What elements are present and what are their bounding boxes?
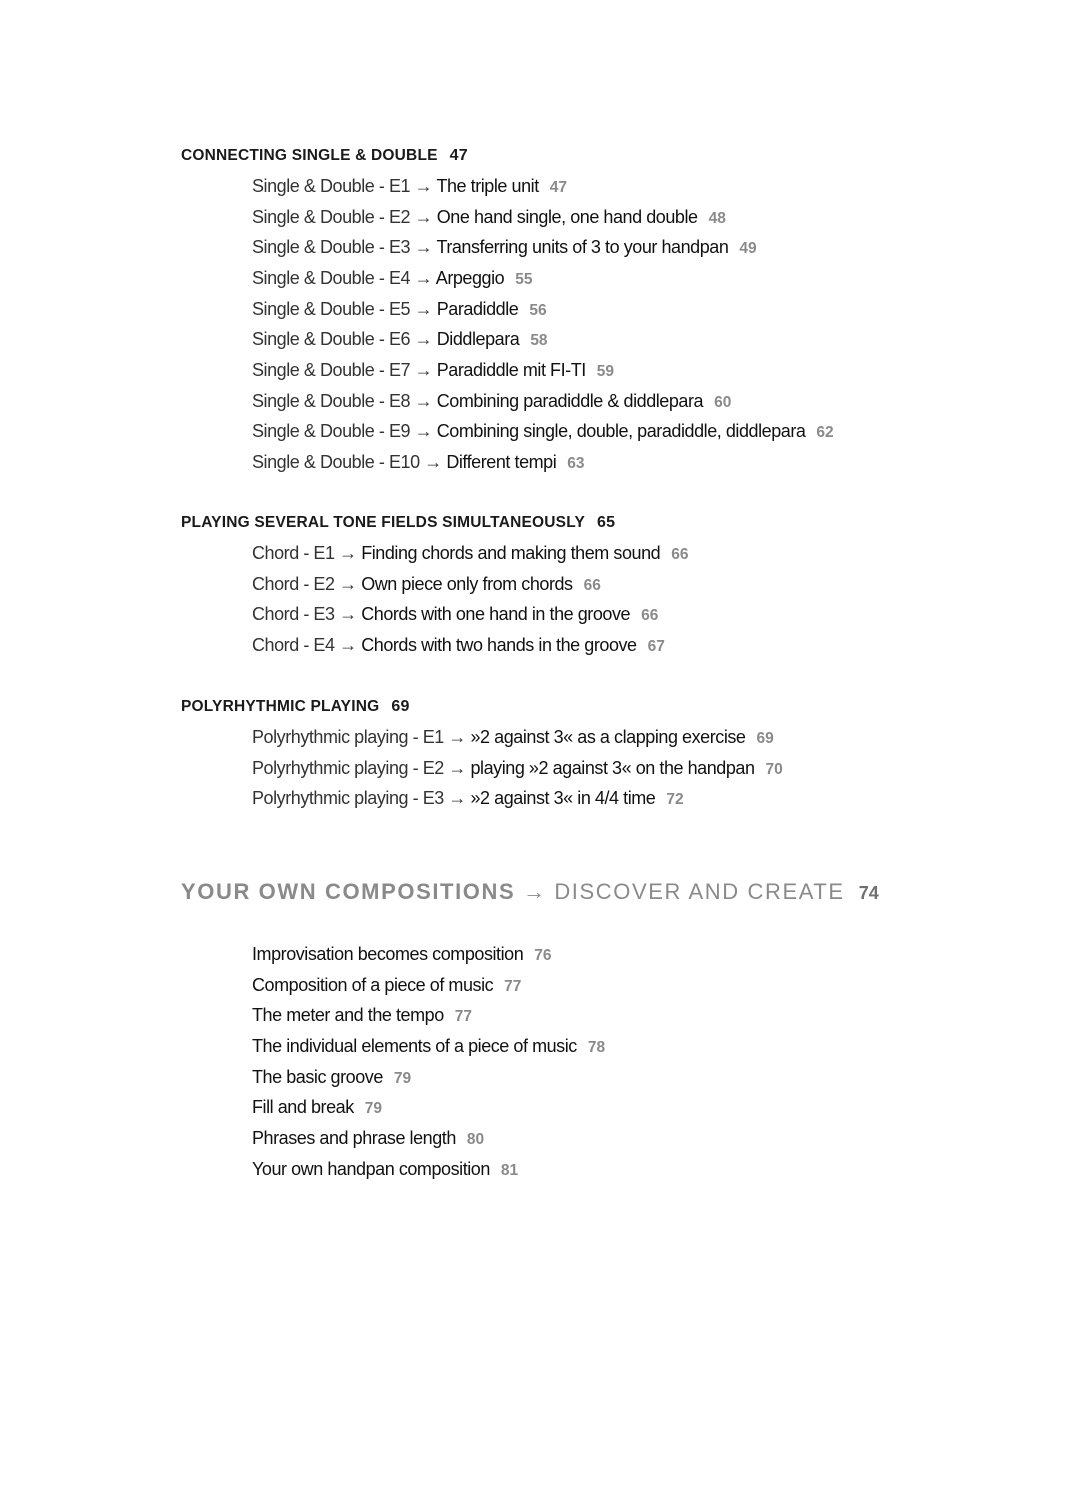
entry-page-number: 63: [567, 454, 585, 472]
entry-title: Different tempi: [446, 451, 557, 472]
entry-page-number: 76: [534, 947, 552, 964]
toc-entry[interactable]: [252, 542, 688, 566]
toc-entry[interactable]: [252, 1127, 484, 1151]
entry-page-number: 77: [504, 977, 522, 995]
entry-page-number: 55: [515, 270, 533, 288]
entry-exercise-label: Single & Double - E2 →: [252, 206, 437, 227]
entry-page-number: 70: [765, 760, 783, 778]
entry-title: Diddlepara: [436, 329, 520, 350]
entry-title: »2 against 3« in 4/4 time: [470, 788, 656, 809]
toc-entry[interactable]: [252, 1035, 605, 1059]
section-heading[interactable]: [181, 698, 410, 716]
entry-page-number: 78: [587, 1038, 606, 1056]
entry-title: Transferring units of 3 to your handpan: [436, 237, 729, 258]
toc-entry[interactable]: [252, 573, 601, 597]
section-title: PLAYING SEVERAL TONE FIELDS SIMULTANEOUSLY: [181, 514, 585, 531]
entry-exercise-label: Polyrhythmic playing - E2 →: [252, 757, 471, 778]
entry-title: Fill and break: [252, 1097, 354, 1118]
entry-title: Paradiddle mit FI-TI: [436, 359, 586, 380]
entry-title: »2 against 3« as a clapping exercise: [470, 727, 746, 747]
entry-page-number: 79: [364, 1100, 383, 1118]
entry-page-number: 56: [529, 301, 547, 319]
entry-exercise-label: Chord - E4 →: [252, 634, 362, 655]
toc-entry[interactable]: [252, 175, 567, 199]
entry-title: Your own handpan composition: [252, 1158, 490, 1179]
entry-title: playing »2 against 3« on the handpan: [470, 757, 755, 778]
toc-entry[interactable]: [252, 390, 731, 414]
entry-title: Paradiddle: [436, 298, 519, 319]
entry-exercise-label: Single & Double - E1 →: [252, 176, 437, 196]
chapter-heading[interactable]: [181, 879, 879, 905]
entry-page-number: 81: [500, 1161, 519, 1179]
toc-entry[interactable]: [252, 757, 783, 781]
toc-entry[interactable]: [252, 359, 614, 383]
entry-page-number: 59: [596, 362, 615, 380]
section-heading[interactable]: [181, 514, 615, 532]
entry-title: Phrases and phrase length: [252, 1127, 456, 1148]
toc-entry[interactable]: [252, 603, 658, 627]
entry-page-number: 62: [816, 424, 834, 442]
toc-entry[interactable]: [252, 1158, 518, 1182]
entry-exercise-label: Single & Double - E10 →: [252, 451, 447, 472]
section-title: POLYRHYTHMIC PLAYING: [181, 698, 380, 715]
entry-page-number: 66: [583, 576, 601, 594]
chapter-title-light: DISCOVER AND CREATE: [554, 879, 845, 904]
entry-page-number: 58: [530, 332, 548, 350]
entry-title: Arpeggio: [435, 267, 505, 288]
entry-page-number: 72: [666, 791, 684, 809]
entry-title: Combining single, double, paradiddle, diddlepara: [436, 421, 806, 442]
entry-exercise-label: Single & Double - E9 →: [252, 421, 437, 442]
section-page-number: 69: [391, 698, 410, 715]
entry-title: Improvisation becomes composition: [252, 944, 524, 964]
arrow-icon: →: [515, 879, 555, 904]
entry-page-number: 66: [641, 607, 659, 625]
entry-page-number: 60: [714, 393, 732, 411]
entry-title: The triple unit: [436, 176, 539, 196]
toc-entry[interactable]: [252, 298, 547, 322]
entry-exercise-label: Polyrhythmic playing - E1 →: [252, 727, 471, 747]
toc-entry[interactable]: [252, 787, 684, 811]
entry-page-number: 80: [466, 1130, 485, 1148]
entry-exercise-label: Chord - E2 →: [252, 573, 362, 594]
entry-title: The basic groove: [252, 1066, 383, 1087]
toc-entry[interactable]: [252, 634, 665, 658]
entry-page-number: 79: [393, 1069, 412, 1087]
toc-entry[interactable]: [252, 974, 521, 998]
toc-entry[interactable]: [252, 420, 834, 444]
entry-exercise-label: Single & Double - E8 →: [252, 390, 437, 411]
toc-entry[interactable]: [252, 1066, 411, 1090]
entry-title: Combining paradiddle & diddlepara: [436, 390, 704, 411]
entry-page-number: 69: [756, 730, 774, 747]
entry-page-number: 49: [739, 240, 757, 258]
entry-page-number: 77: [454, 1008, 473, 1026]
entry-page-number: 47: [549, 179, 567, 196]
toc-entry[interactable]: [252, 943, 552, 967]
entry-page-number: 67: [647, 637, 665, 655]
toc-entry[interactable]: [252, 1004, 472, 1028]
chapter-page-number: 74: [858, 883, 879, 903]
section-heading[interactable]: [181, 147, 468, 165]
entry-page-number: 66: [671, 546, 689, 563]
entry-exercise-label: Chord - E1 →: [252, 543, 362, 563]
entry-title: Finding chords and making them sound: [361, 543, 661, 563]
toc-entry[interactable]: [252, 1096, 382, 1120]
entry-title: The individual elements of a piece of music: [252, 1035, 577, 1056]
entry-exercise-label: Polyrhythmic playing - E3 →: [252, 788, 471, 809]
toc-entry[interactable]: [252, 267, 532, 291]
toc-entry[interactable]: [252, 726, 774, 750]
section-title: CONNECTING SINGLE & DOUBLE: [181, 147, 438, 164]
entry-exercise-label: Single & Double - E7 →: [252, 359, 437, 380]
entry-title: One hand single, one hand double: [436, 206, 698, 227]
toc-entry[interactable]: [252, 206, 726, 230]
toc-entry[interactable]: [252, 328, 548, 352]
toc-entry[interactable]: [252, 236, 757, 260]
entry-exercise-label: Chord - E3 →: [252, 604, 362, 625]
entry-title: Own piece only from chords: [361, 573, 573, 594]
entry-exercise-label: Single & Double - E5 →: [252, 298, 437, 319]
chapter-title-bold: YOUR OWN COMPOSITIONS: [181, 879, 516, 904]
section-page-number: 47: [449, 147, 468, 164]
entry-page-number: 48: [708, 209, 726, 227]
entry-exercise-label: Single & Double - E3 →: [252, 237, 437, 258]
entry-title: Composition of a piece of music: [252, 974, 494, 995]
entry-title: The meter and the tempo: [252, 1005, 444, 1026]
section-page-number: 65: [597, 514, 616, 531]
toc-entry[interactable]: [252, 451, 585, 475]
entry-exercise-label: Single & Double - E6 →: [252, 329, 437, 350]
entry-title: Chords with two hands in the groove: [361, 634, 637, 655]
entry-exercise-label: Single & Double - E4 →: [252, 267, 436, 288]
entry-title: Chords with one hand in the groove: [361, 604, 631, 625]
